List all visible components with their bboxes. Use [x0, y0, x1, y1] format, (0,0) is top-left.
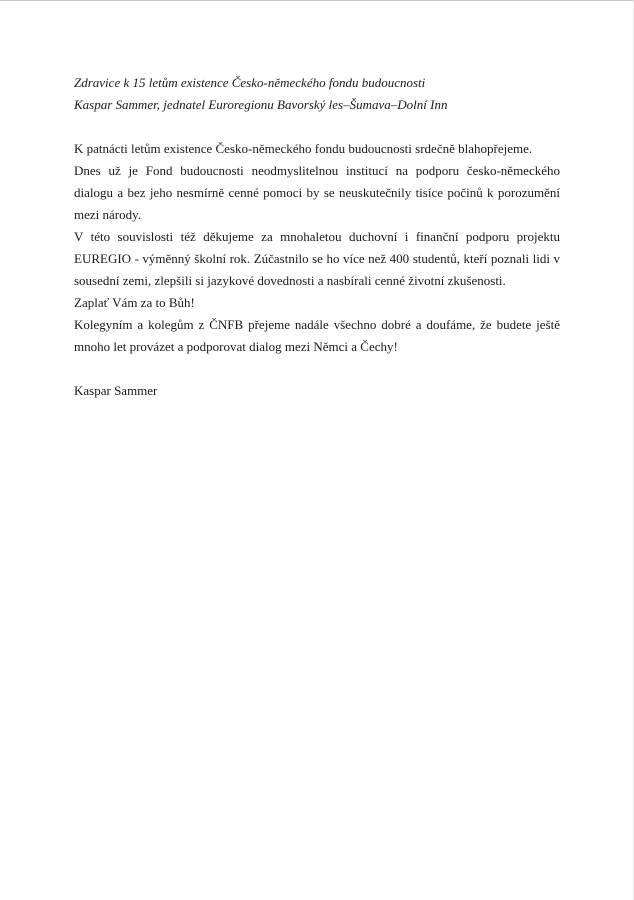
paragraph: V této souvislosti též děkujeme za mnohaletou duchovní i finanční podporu projektu EUREGIO - výměnný školní rok. Zúčastnilo se ho více než 400 studentů, kteří poznali lidi v sousední zemi, zlepšili si jazykové dovednosti a nasbírali cenné životní zkušenosti. — [74, 229, 560, 288]
heading-title: Zdravice k 15 letům existence Česko-německého fondu budoucnosti — [74, 75, 426, 90]
document-body — [74, 138, 560, 358]
paragraph: Dnes už je Fond budoucnosti neodmyslitelnou institucí na podporu česko-německého dialogu a bez jeho nesmírně cenné pomoci by se neuskutečnily tisíce počinů k porozumění mezi národy. — [74, 163, 560, 222]
heading-author: Kaspar Sammer, jednatel Euroregionu Bavorský les–Šumava–Dolní Inn — [74, 97, 448, 112]
signature: Kaspar Sammer — [74, 383, 158, 398]
paragraph: K patnácti letům existence Česko-německého fondu budoucnosti srdečně blahopřejeme. — [74, 141, 533, 156]
document-heading — [74, 72, 560, 116]
paragraph: Kolegyním a kolegům z ČNFB přejeme nadále všechno dobré a doufáme, že budete ještě mnoho let provázet a podporovat dialog mezi Němci a Čechy! — [74, 317, 560, 354]
document-content — [74, 72, 560, 402]
paragraph: Zaplať Vám za to Bůh! — [74, 295, 195, 310]
signature-block — [74, 380, 560, 402]
